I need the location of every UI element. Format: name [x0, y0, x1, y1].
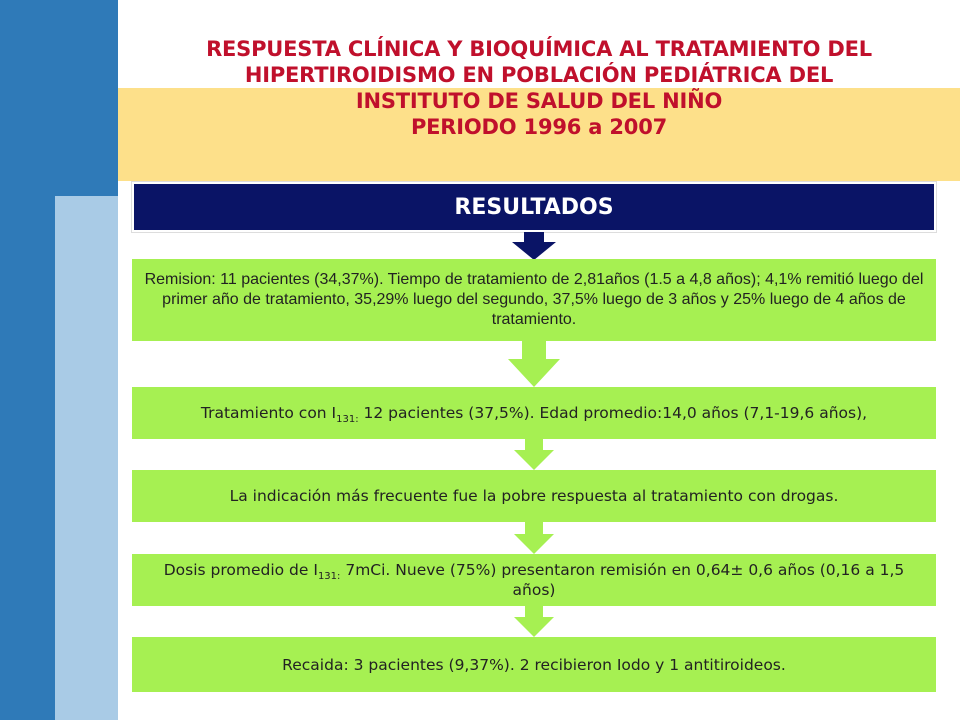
arrow-down-icon: [512, 606, 556, 637]
left-light-band: [55, 196, 118, 720]
result-text-remission: Remision: 11 pacientes (34,37%). Tiempo de tratamiento de 2,81años (1.5 a 4,8 años); 4,1% remitió luego del primer año de tratamiento, 35,29% luego del segundo, 37,5% luego de 3 años y 25% luego de 4 años de tratamiento.: [144, 271, 924, 328]
arrow-down-icon: [506, 341, 562, 387]
result-text-treatment: Tratamiento con $I_{131:}$ 12 pacientes (37,5%). Edad promedio:14,0 años (7,1-19,6 años),: [200, 404, 868, 426]
title-line-3: INSTITUTO DE SALUD DEL NIÑO: [355, 89, 723, 113]
result-text-dose: Dosis promedio de $I_{131:}$ 7mCi. Nueve (75%) presentaron remisión en 0,64± 0,6 años (0,16 a 1,5 años): [163, 561, 905, 599]
title-line-2: HIPERTIROIDISMO EN POBLACIÓN PEDIÁTRICA DEL: [244, 63, 834, 87]
result-box-treatment: [132, 387, 936, 439]
result-text-indication: La indicación más frecuente fue la pobre respuesta al tratamiento con drogas.: [229, 487, 839, 505]
arrow-down-icon: [512, 522, 556, 554]
title-line-1: RESPUESTA CLÍNICA Y BIOQUÍMICA AL TRATAMIENTO DEL: [206, 37, 872, 61]
arrow-down-icon: [512, 439, 556, 470]
result-box-relapse: [132, 637, 936, 692]
result-box-indication: [132, 470, 936, 522]
result-text-relapse: Recaida: 3 pacientes (9,37%). 2 recibieron Iodo y 1 antitiroideos.: [282, 655, 786, 674]
slide-title: [118, 36, 960, 140]
arrow-down-icon: [510, 232, 558, 260]
result-box-remission: [132, 259, 936, 341]
results-header: [132, 182, 936, 232]
title-line-4: PERIODO 1996 a 2007: [410, 115, 668, 139]
results-header-label: RESULTADOS: [454, 194, 614, 220]
result-box-dose: [132, 554, 936, 606]
